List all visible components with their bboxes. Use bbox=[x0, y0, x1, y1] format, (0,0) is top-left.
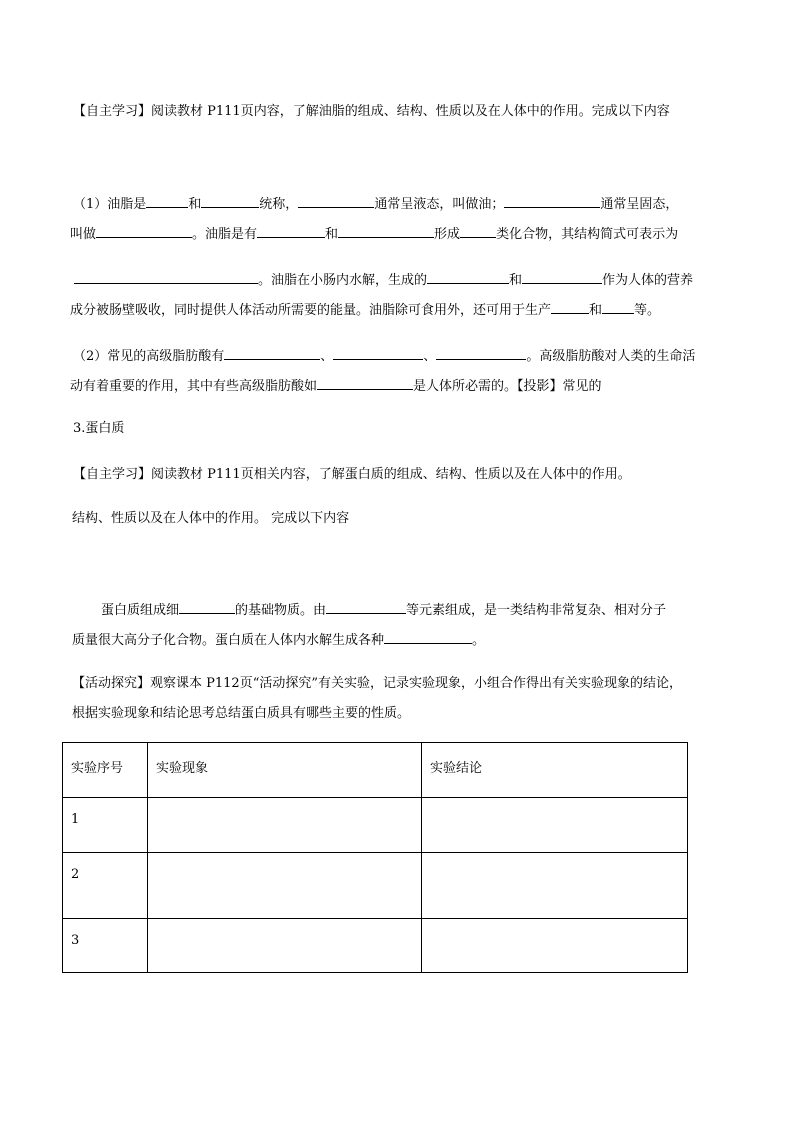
q2-text: （2）常见的高级脂肪酸有 bbox=[73, 349, 225, 364]
row-number-cell: 3 bbox=[63, 919, 148, 973]
q1-text: 等。 bbox=[634, 303, 661, 318]
protein-intro-2: 结构、性质以及在人体中的作用。 完成以下内容 bbox=[72, 511, 350, 526]
fill-blank[interactable] bbox=[602, 300, 634, 314]
row-number-cell: 1 bbox=[63, 798, 148, 853]
q2-text: 是人体所必需的。【投影】常见的 bbox=[413, 379, 602, 394]
activity-line-2: 根据实验现象和结论思考总结蛋白质具有哪些主要的性质。 bbox=[72, 706, 411, 721]
fill-blank[interactable] bbox=[460, 224, 496, 238]
q2-text: 、 bbox=[423, 349, 437, 364]
q1-text: 作为人体的营养 bbox=[602, 273, 694, 288]
activity-line-1: 【活动探究】观察课本 P112页“活动探究”有关实验，记录实验现象，小组合作得出有关实验现象的结论， bbox=[72, 676, 682, 691]
q1-line-2 bbox=[70, 224, 678, 243]
table-row bbox=[63, 919, 688, 973]
protein-text: 。 bbox=[472, 633, 486, 648]
protein-line-1 bbox=[101, 600, 666, 619]
fill-blank[interactable] bbox=[333, 346, 423, 360]
fill-blank[interactable] bbox=[96, 224, 192, 238]
q1-text: 和 bbox=[509, 273, 523, 288]
fill-blank[interactable] bbox=[224, 346, 320, 360]
fill-blank[interactable] bbox=[326, 600, 406, 614]
protein-text: 的基础物质。由 bbox=[235, 603, 327, 618]
q1-text: （1）油脂是 bbox=[73, 197, 147, 212]
protein-line-2 bbox=[72, 630, 485, 649]
q2-line-2 bbox=[70, 376, 602, 395]
fill-blank[interactable] bbox=[504, 194, 600, 208]
table-header-row bbox=[63, 743, 688, 798]
section-heading: 3.蛋白质 bbox=[73, 421, 125, 436]
q1-text: 叫做 bbox=[70, 227, 97, 242]
q1-line-4 bbox=[70, 300, 660, 319]
header-cell: 实验现象 bbox=[148, 743, 422, 798]
intro-paragraph: 【自主学习】阅读教材 P111页内容，了解油脂的组成、结构、性质以及在人体中的作用。完成以下内容 bbox=[73, 104, 670, 119]
q1-line-1 bbox=[73, 194, 678, 213]
q2-line-1 bbox=[73, 346, 695, 365]
header-cell: 实验序号 bbox=[63, 743, 148, 798]
fill-blank[interactable] bbox=[146, 194, 188, 208]
fill-blank[interactable] bbox=[298, 194, 374, 208]
phenomenon-cell[interactable] bbox=[148, 798, 422, 853]
phenomenon-cell[interactable] bbox=[148, 853, 422, 919]
q2-text: 。高级脂肪酸对人类的生命活 bbox=[526, 349, 696, 364]
fill-blank[interactable] bbox=[74, 270, 258, 284]
q1-line-3 bbox=[74, 270, 693, 289]
fill-blank[interactable] bbox=[179, 600, 235, 614]
q1-text: 通常呈固态， bbox=[600, 197, 679, 212]
protein-text: 质量很大高分子化合物。蛋白质在人体内水解生成各种 bbox=[72, 633, 385, 648]
q2-text: 、 bbox=[320, 349, 334, 364]
protein-intro: 【自主学习】阅读教材 P111页相关内容，了解蛋白质的组成、结构、性质以及在人体中的作用。 bbox=[73, 467, 631, 482]
q1-text: 统称， bbox=[259, 197, 299, 212]
conclusion-cell[interactable] bbox=[422, 919, 688, 973]
row-number-cell: 2 bbox=[63, 853, 148, 919]
fill-blank[interactable] bbox=[551, 300, 589, 314]
fill-blank[interactable] bbox=[436, 346, 526, 360]
q1-text: 和 bbox=[188, 197, 202, 212]
q1-text: 。油脂在小肠内水解，生成的 bbox=[258, 273, 428, 288]
header-cell: 实验结论 bbox=[422, 743, 688, 798]
q2-text: 动有着重要的作用，其中有些高级脂肪酸如 bbox=[70, 379, 318, 394]
fill-blank[interactable] bbox=[338, 224, 434, 238]
table-row bbox=[63, 798, 688, 853]
fill-blank[interactable] bbox=[522, 270, 602, 284]
q1-text: 通常呈液态，叫做油； bbox=[374, 197, 505, 212]
q1-text: 和 bbox=[589, 303, 603, 318]
experiment-table bbox=[62, 742, 688, 973]
fill-blank[interactable] bbox=[384, 630, 472, 644]
protein-text: 等元素组成，是一类结构非常复杂、相对分子 bbox=[406, 603, 667, 618]
q1-text: 类化合物，其结构简式可表示为 bbox=[496, 227, 679, 242]
conclusion-cell[interactable] bbox=[422, 853, 688, 919]
q1-text: 形成 bbox=[434, 227, 461, 242]
fill-blank[interactable] bbox=[257, 224, 325, 238]
phenomenon-cell[interactable] bbox=[148, 919, 422, 973]
q1-text: 和 bbox=[325, 227, 339, 242]
q1-text: 。油脂是有 bbox=[192, 227, 258, 242]
fill-blank[interactable] bbox=[201, 194, 259, 208]
conclusion-cell[interactable] bbox=[422, 798, 688, 853]
fill-blank[interactable] bbox=[317, 376, 413, 390]
table-row bbox=[63, 853, 688, 919]
protein-text: 蛋白质组成细 bbox=[101, 603, 180, 618]
q1-text: 成分被肠壁吸收，同时提供人体活动所需要的能量。油脂除可食用外，还可用于生产 bbox=[70, 303, 552, 318]
fill-blank[interactable] bbox=[427, 270, 509, 284]
